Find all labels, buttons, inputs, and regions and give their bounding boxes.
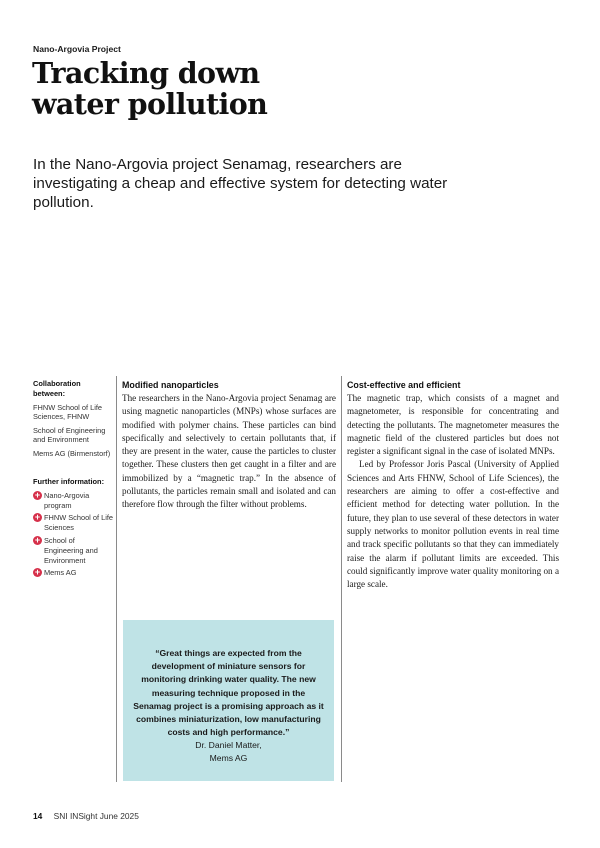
section-heading-cost-effective: Cost-effective and efficient bbox=[347, 380, 461, 390]
lead-paragraph: In the Nano-Argovia project Senamag, researchers are investigating a cheap and effective system for detecting water pollution. bbox=[33, 156, 448, 211]
article-column-1 bbox=[122, 379, 336, 512]
column-divider-left bbox=[116, 376, 117, 782]
further-info-link-nano-argovia[interactable] bbox=[33, 490, 113, 510]
section-heading-modified-nanoparticles: Modified nanoparticles bbox=[122, 380, 219, 390]
collaborator-item: Mems AG (Birmenstorf) bbox=[33, 448, 111, 458]
article-column-2 bbox=[347, 379, 559, 591]
section-kicker: Nano-Argovia Project bbox=[33, 44, 121, 54]
plus-circle-icon: + bbox=[34, 512, 41, 523]
body-paragraph: Led by Professor Joris Pascal (University of Applied Sciences and Arts FHNW, School of Life Sciences), the researchers are aiming to offer a cost-effective and efficient method for detecting water pollution. In the future, they plan to use several of these detectors in water supply networks to monitor pollution events in real time and track specific pollutants so that they can immediately raise the alarm if pollutant limits are exceeded. This could significantly improve water quality monitoring on a large scale. bbox=[347, 459, 559, 590]
link-label: Nano-Argovia program bbox=[44, 490, 90, 510]
body-paragraph: The researchers in the Nano-Argovia project Senamag are using magnetic nanoparticles (MNPs) whose surfaces are modified with polymer chains. These particles can bind specifically and selectively to certain pollutants that, if they are present in the water, cause the particles to cluster together. These clusters then get caught in a filter and are immobilized by a “magnetic trap.” In the absence of pollutants, the particles remain small and isolated and can therefore flow through the filter without problems. bbox=[122, 393, 336, 510]
page-number: 14 bbox=[33, 811, 43, 821]
collaborator-item: FHNW School of Life Sciences, FHNW bbox=[33, 402, 103, 422]
publication-name: SNI INSight June 2025 bbox=[53, 811, 139, 821]
pull-quote-box bbox=[123, 620, 334, 781]
further-info-link-mems-ag[interactable] bbox=[33, 568, 113, 578]
title-line-1: Tracking down bbox=[32, 56, 260, 90]
quote-affiliation: Mems AG bbox=[209, 752, 248, 763]
further-info-link-fhnw-life-sciences[interactable] bbox=[33, 513, 113, 533]
collaboration-heading: Collaboration between: bbox=[33, 379, 81, 398]
plus-circle-icon: + bbox=[34, 567, 41, 578]
further-info-link-engineering[interactable] bbox=[33, 536, 113, 566]
further-info-heading: Further information: bbox=[33, 476, 105, 486]
body-paragraph: The magnetic trap, which consists of a magnet and magnetometer, is responsible for concentrating and detecting the pollutants. The magnetometer measures the magnetic field of the clustered particles but does not register a significant signal in the case of isolated MNPs. bbox=[347, 393, 559, 457]
column-divider-right bbox=[341, 376, 342, 782]
sidebar bbox=[33, 379, 113, 581]
collaborator-item: School of Engineering and Environment bbox=[33, 425, 106, 445]
plus-circle-icon: + bbox=[34, 489, 41, 500]
page-title bbox=[32, 58, 332, 120]
title-line-2: water pollution bbox=[32, 87, 268, 121]
plus-circle-icon: + bbox=[34, 535, 41, 546]
page-footer bbox=[33, 811, 139, 821]
quote-author: Dr. Daniel Matter, bbox=[195, 740, 262, 751]
link-label: FHNW School of Life Sciences bbox=[44, 513, 114, 533]
link-label: School of Engineering and Environment bbox=[44, 536, 98, 565]
quote-text: “Great things are expected from the development of miniature sensors for monitoring drinking water quality. The new measuring technique proposed in the Senamag project is a promising approach as it combines miniaturization, low manufacturing costs and high performance.” bbox=[133, 648, 324, 738]
link-label: Mems AG bbox=[44, 568, 77, 578]
